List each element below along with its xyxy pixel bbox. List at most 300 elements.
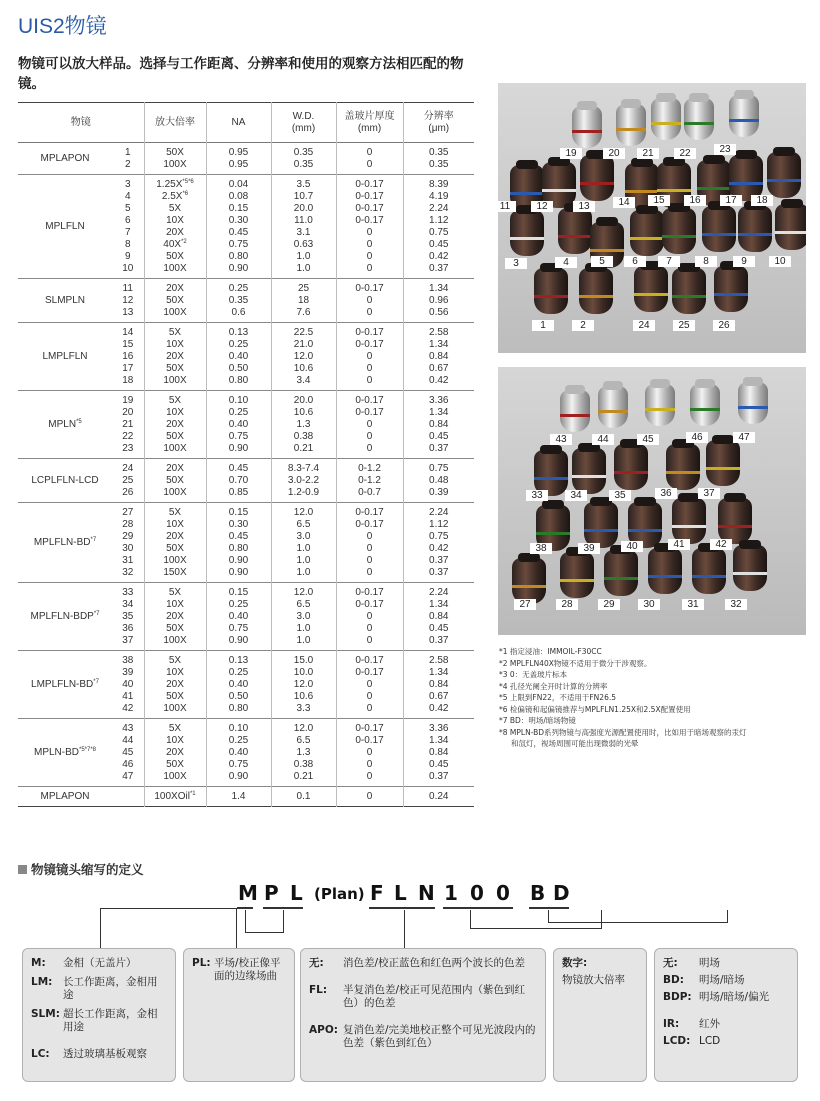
cell-value (207, 179, 271, 191)
definition-key: LM: (31, 976, 53, 988)
cell-value (272, 655, 336, 667)
value-na: 0.6 (231, 307, 246, 318)
cell-value (272, 667, 336, 679)
cell-value (145, 703, 206, 715)
cell-value (112, 159, 144, 171)
lens-number-label: 2 (572, 320, 594, 331)
cell-value (337, 723, 403, 735)
cell-value (337, 759, 403, 771)
value-no: 17 (122, 363, 134, 374)
cell-value (207, 635, 271, 647)
cell-value (404, 339, 475, 351)
objective-series-cell (18, 787, 112, 807)
value-res: 1.34 (429, 667, 449, 678)
lens-number-label: 44 (592, 434, 614, 445)
cell-value (207, 679, 271, 691)
value-cover: 0 (366, 363, 373, 374)
definition-key: 无: (309, 957, 324, 969)
value-cover: 0-0.7 (358, 487, 381, 498)
definition-key: LCD: (663, 1035, 691, 1047)
color-band (584, 529, 618, 532)
series-footnote-ref: *7 (90, 536, 97, 543)
value-mag: 40X (163, 239, 182, 250)
cell-value (207, 395, 271, 407)
lens-number-label: 8 (695, 256, 717, 267)
cell-value (112, 507, 144, 519)
cell-value (404, 431, 475, 443)
lens-cap (516, 160, 538, 169)
value-wd: 21.0 (293, 339, 314, 350)
lens-cap (634, 497, 656, 506)
cell-value (207, 507, 271, 519)
cell-value (145, 623, 206, 635)
value-no: 2 (124, 159, 131, 170)
cell-value (272, 147, 336, 159)
cell-value (112, 351, 144, 363)
color-band (534, 295, 568, 298)
lens-cap (781, 199, 803, 208)
header-cell (271, 103, 336, 143)
cell-value (272, 507, 336, 519)
cell-value (145, 567, 206, 579)
objective-series-name: MPLFLN-BD (33, 536, 91, 548)
value-na: 0.80 (228, 375, 249, 386)
cell-value (404, 419, 475, 431)
cell-value (272, 239, 336, 251)
value-no: 18 (122, 375, 134, 386)
value-na: 0.45 (228, 227, 249, 238)
objective-series-name: MPLFLN-BDP (30, 610, 94, 622)
lens-cap (518, 553, 540, 562)
color-band (536, 532, 570, 535)
cell-value (404, 251, 475, 263)
value-no: 10 (122, 263, 134, 274)
cell-value (145, 507, 206, 519)
cell-value (272, 179, 336, 191)
value-wd: 8.3-7.4 (287, 463, 320, 474)
definition-value: 超长工作距离，金相用途 (63, 1008, 158, 1033)
color-band (733, 572, 767, 575)
cell-value (337, 667, 403, 679)
cell-value (404, 567, 475, 579)
definition-key: M: (31, 957, 46, 969)
value-wd: 1.0 (296, 623, 311, 634)
value-na: 0.90 (228, 771, 249, 782)
cell-value (145, 227, 206, 239)
cell-value (337, 587, 403, 599)
lens-cap (596, 217, 618, 226)
definition-row (309, 957, 537, 970)
value-res: 1.12 (429, 215, 449, 226)
value-res: 0.75 (429, 227, 449, 238)
cell-value (207, 263, 271, 275)
cell-value (337, 655, 403, 667)
value-na: 0.15 (228, 203, 249, 214)
lens-number-label: 39 (578, 543, 600, 554)
lens-number-label: 45 (637, 434, 659, 445)
lens-number-label: 11 (498, 201, 516, 212)
cell-value (337, 295, 403, 307)
cell-value (145, 635, 206, 647)
cell-value (404, 159, 475, 171)
objective-lens-icon (645, 384, 675, 426)
cell-value (112, 191, 144, 203)
objective-lens-icon (672, 268, 706, 314)
cell-value (272, 431, 336, 443)
code-digit-3: 0 (496, 881, 510, 905)
value-wd: 1.2-0.9 (287, 487, 320, 498)
intro-text: 物镜可以放大样品。选择与工作距离、分辨率和使用的观察方法相匹配的物镜。 (18, 56, 464, 92)
lens-number-label: 37 (698, 488, 720, 499)
value-no: 30 (122, 543, 134, 554)
value-res: 0.48 (429, 475, 449, 486)
objective-lens-icon (690, 384, 720, 426)
lens-cap (678, 493, 700, 502)
value-no: 6 (124, 215, 131, 226)
color-band (510, 237, 544, 240)
cell-value (272, 703, 336, 715)
lens-number-label: 29 (598, 599, 620, 610)
lens-cap (724, 493, 746, 502)
cell-value (272, 351, 336, 363)
value-cover: 0 (366, 747, 373, 758)
value-cover: 0-0.17 (355, 655, 384, 666)
value-no: 26 (122, 487, 134, 498)
cell-value (404, 543, 475, 555)
objective-series-name: LMPLFLN (42, 350, 88, 362)
cell-no (112, 651, 144, 719)
connector-pl (245, 910, 284, 933)
cell-value (207, 227, 271, 239)
value-wd: 3.0 (296, 531, 311, 542)
cell-value (112, 519, 144, 531)
value-cover: 0 (366, 611, 373, 622)
color-band (534, 477, 568, 480)
value-na: 0.04 (228, 179, 249, 190)
objective-lens-icon (651, 98, 681, 140)
value-res: 0.37 (429, 443, 449, 454)
value-cover: 0-0.17 (355, 327, 384, 338)
objective-series-cell (18, 143, 112, 175)
objective-group-row (18, 279, 474, 323)
code-letter-d: D (553, 881, 570, 905)
cell-na (206, 719, 271, 787)
cell-value (112, 327, 144, 339)
cell-value (404, 747, 475, 759)
cell-value (404, 295, 475, 307)
value-na: 0.45 (228, 463, 249, 474)
cell-na (206, 323, 271, 391)
value-na: 0.75 (228, 623, 249, 634)
square-bullet-icon (18, 865, 27, 874)
cell-value (404, 463, 475, 475)
color-band (510, 192, 544, 195)
series-footnote-ref: *7 (93, 678, 99, 685)
objectives-photo-1 (498, 83, 806, 353)
cell-value (337, 407, 403, 419)
color-band (616, 128, 646, 131)
value-no: 33 (122, 587, 134, 598)
value-mag: 50X (166, 147, 184, 158)
cell-value (272, 227, 336, 239)
definition-key: 数字: (562, 957, 588, 969)
objective-series-name: MPLN-BD (33, 746, 79, 758)
value-na: 0.13 (228, 327, 249, 338)
cell-value (337, 487, 403, 499)
value-na: 0.13 (228, 655, 249, 666)
cell-value (404, 407, 475, 419)
value-wd: 1.3 (296, 747, 311, 758)
cell-wd (271, 787, 336, 807)
value-no: 29 (122, 531, 134, 542)
value-res: 3.36 (429, 395, 449, 406)
value-res: 3.36 (429, 723, 449, 734)
value-mag: 20X (166, 611, 184, 622)
cell-no (112, 459, 144, 503)
value-cover: 0-0.17 (355, 667, 384, 678)
cell-value (112, 771, 144, 783)
value-res: 0.37 (429, 567, 449, 578)
cell-value (112, 667, 144, 679)
value-no: 34 (122, 599, 134, 610)
cell-value (272, 599, 336, 611)
value-res: 1.34 (429, 407, 449, 418)
footnote-item: 和氙灯，视场周围可能出现微弱的光晕 (511, 739, 639, 748)
color-band (614, 471, 648, 474)
value-cover: 0-0.17 (355, 507, 384, 518)
objective-lens-icon (580, 155, 614, 201)
cell-value (272, 475, 336, 487)
value-wd: 1.0 (296, 543, 311, 554)
value-mag: 5X (168, 327, 182, 338)
cell-value (272, 623, 336, 635)
lens-number-label: 15 (648, 195, 670, 206)
lens-cap (565, 385, 584, 394)
cell-value (145, 351, 206, 363)
mag-footnote-ref: *5*6 (182, 179, 194, 185)
value-cover: 0-0.17 (355, 519, 384, 530)
value-mag: 1.25X (156, 179, 183, 190)
value-mag: 50X (166, 431, 184, 442)
cell-value (337, 147, 403, 159)
value-na: 0.15 (228, 587, 249, 598)
lens-number-label: 34 (565, 490, 587, 501)
color-band (579, 295, 613, 298)
definition-row (309, 984, 537, 1010)
color-band (662, 235, 696, 238)
cell-value (145, 587, 206, 599)
value-na: 0.30 (228, 215, 249, 226)
lens-number-label: 18 (751, 195, 773, 206)
value-no: 45 (122, 747, 134, 758)
cell-value (272, 771, 336, 783)
objective-group-row (18, 719, 474, 787)
definition-box-number (553, 948, 647, 1082)
objective-lens-icon (738, 206, 772, 252)
value-res: 0.45 (429, 759, 449, 770)
cell-value (145, 463, 206, 475)
cell-value (337, 543, 403, 555)
value-cover: 0 (366, 555, 373, 566)
cell-value (337, 203, 403, 215)
cell-value (404, 263, 475, 275)
cell-mag (144, 175, 206, 279)
lens-number-label: 21 (637, 148, 659, 159)
value-wd: 12.0 (293, 587, 314, 598)
cell-wd (271, 583, 336, 651)
cell-value (404, 239, 475, 251)
value-res: 0.45 (429, 239, 449, 250)
series-footnote-ref: *7 (93, 610, 100, 617)
cell-value (207, 735, 271, 747)
value-na: 0.90 (228, 567, 249, 578)
color-band (690, 408, 720, 411)
value-res: 2.58 (429, 655, 449, 666)
cell-no (112, 143, 144, 175)
objective-series-cell (18, 719, 112, 787)
cell-value (272, 191, 336, 203)
lens-number-label: 46 (686, 432, 708, 443)
cell-value (272, 375, 336, 387)
connector-fln (404, 910, 405, 948)
value-cover: 0 (366, 691, 373, 702)
code-plan: (Plan) (314, 885, 365, 903)
footnote-item: *3 0：无盖玻片标本 (499, 670, 568, 679)
header-cell (18, 103, 144, 143)
value-mag: 100X (163, 307, 187, 318)
color-band (702, 233, 736, 236)
cell-value (112, 443, 144, 455)
cell-value (207, 519, 271, 531)
lens-number-label: 12 (531, 201, 553, 212)
cell-value (337, 555, 403, 567)
cell-value (337, 747, 403, 759)
value-res: 1.34 (429, 339, 449, 350)
value-na: 0.08 (228, 191, 249, 202)
footnote-item: *8 MPLN-BD系列物镜与高强度光源配置使用时，比如用于暗场观察的汞灯 (499, 727, 747, 737)
header-text: 物镜 (70, 116, 91, 128)
cell-value (145, 179, 206, 191)
cell-value (207, 215, 271, 227)
color-band (651, 122, 681, 125)
cell-res (403, 279, 474, 323)
lens-number-label: 5 (591, 256, 613, 267)
value-cover: 0 (366, 263, 373, 274)
connector-pl-up (283, 910, 284, 932)
objective-group-row (18, 323, 474, 391)
value-res: 2.58 (429, 327, 449, 338)
value-no: 1 (124, 147, 131, 158)
cell-na (206, 503, 271, 583)
color-band (512, 585, 546, 588)
value-no: 22 (122, 431, 134, 442)
definition-value: 平场/校正像平面的边缘场曲 (214, 957, 281, 982)
value-cover: 0-0.17 (355, 587, 384, 598)
cell-value (207, 723, 271, 735)
value-cover: 0-0.17 (355, 179, 384, 190)
cell-value (404, 351, 475, 363)
cell-value (404, 655, 475, 667)
value-mag: 20X (166, 463, 184, 474)
value-res: 0.35 (429, 147, 449, 158)
lens-number-label: 19 (560, 148, 582, 159)
cell-value (404, 703, 475, 715)
value-na: 0.90 (228, 443, 249, 454)
definition-value: 复消色差/完美地校正整个可见光波段内的色差（紫色到红色） (343, 1024, 536, 1049)
cell-na (206, 143, 271, 175)
cell-na (206, 651, 271, 719)
cell-value (112, 147, 144, 159)
cell-value (145, 475, 206, 487)
cell-value (337, 363, 403, 375)
cell-value (207, 611, 271, 623)
lens-number-label: 38 (530, 543, 552, 554)
lens-cap (773, 147, 795, 156)
definition-row (31, 957, 167, 970)
value-mag: 20X (166, 283, 184, 294)
cell-value (112, 791, 144, 803)
cell-value (272, 283, 336, 295)
mag-footnote-ref: *1 (189, 791, 196, 797)
cell-cover (336, 459, 403, 503)
connector-m (100, 908, 245, 949)
cell-value (207, 599, 271, 611)
cell-wd (271, 503, 336, 583)
value-wd: 10.7 (293, 191, 314, 202)
objective-series-name: MPLN (48, 418, 77, 430)
cell-value (207, 691, 271, 703)
value-na: 1.4 (231, 791, 246, 802)
cell-value (112, 759, 144, 771)
cell-value (337, 419, 403, 431)
value-no: 21 (122, 419, 134, 430)
objective-spec-table (18, 102, 474, 807)
footnote-item: *7 BD：明场/暗场物镜 (499, 716, 576, 725)
lens-cap (689, 93, 708, 102)
objective-lens-icon (767, 152, 801, 198)
definition-value: 长工作距离，金相用途 (63, 976, 158, 1001)
cell-value (272, 443, 336, 455)
cell-value (145, 519, 206, 531)
cell-value (404, 667, 475, 679)
cell-value (404, 611, 475, 623)
color-band (542, 189, 576, 192)
lens-number-label: 33 (526, 490, 548, 501)
cell-wd (271, 143, 336, 175)
cell-value (145, 307, 206, 319)
section-title-text: 物镜镜头缩写的定义 (31, 862, 144, 877)
objective-group-row (18, 787, 474, 807)
cell-value (272, 251, 336, 263)
objective-lens-icon (598, 386, 628, 428)
value-no: 46 (122, 759, 134, 770)
color-band (684, 122, 714, 125)
cell-cover (336, 787, 403, 807)
cell-value (404, 283, 475, 295)
cell-value (207, 351, 271, 363)
code-letter-b: B (530, 881, 546, 905)
cell-value (337, 691, 403, 703)
value-cover: 0-1.2 (358, 463, 381, 474)
value-cover: 0-0.17 (355, 735, 384, 746)
lens-number-label: 30 (638, 599, 660, 610)
cell-value (207, 431, 271, 443)
lens-number-label: 20 (603, 148, 625, 159)
objective-group-row (18, 143, 474, 175)
value-na: 0.25 (228, 667, 249, 678)
cell-value (112, 599, 144, 611)
definition-row (663, 1035, 789, 1048)
